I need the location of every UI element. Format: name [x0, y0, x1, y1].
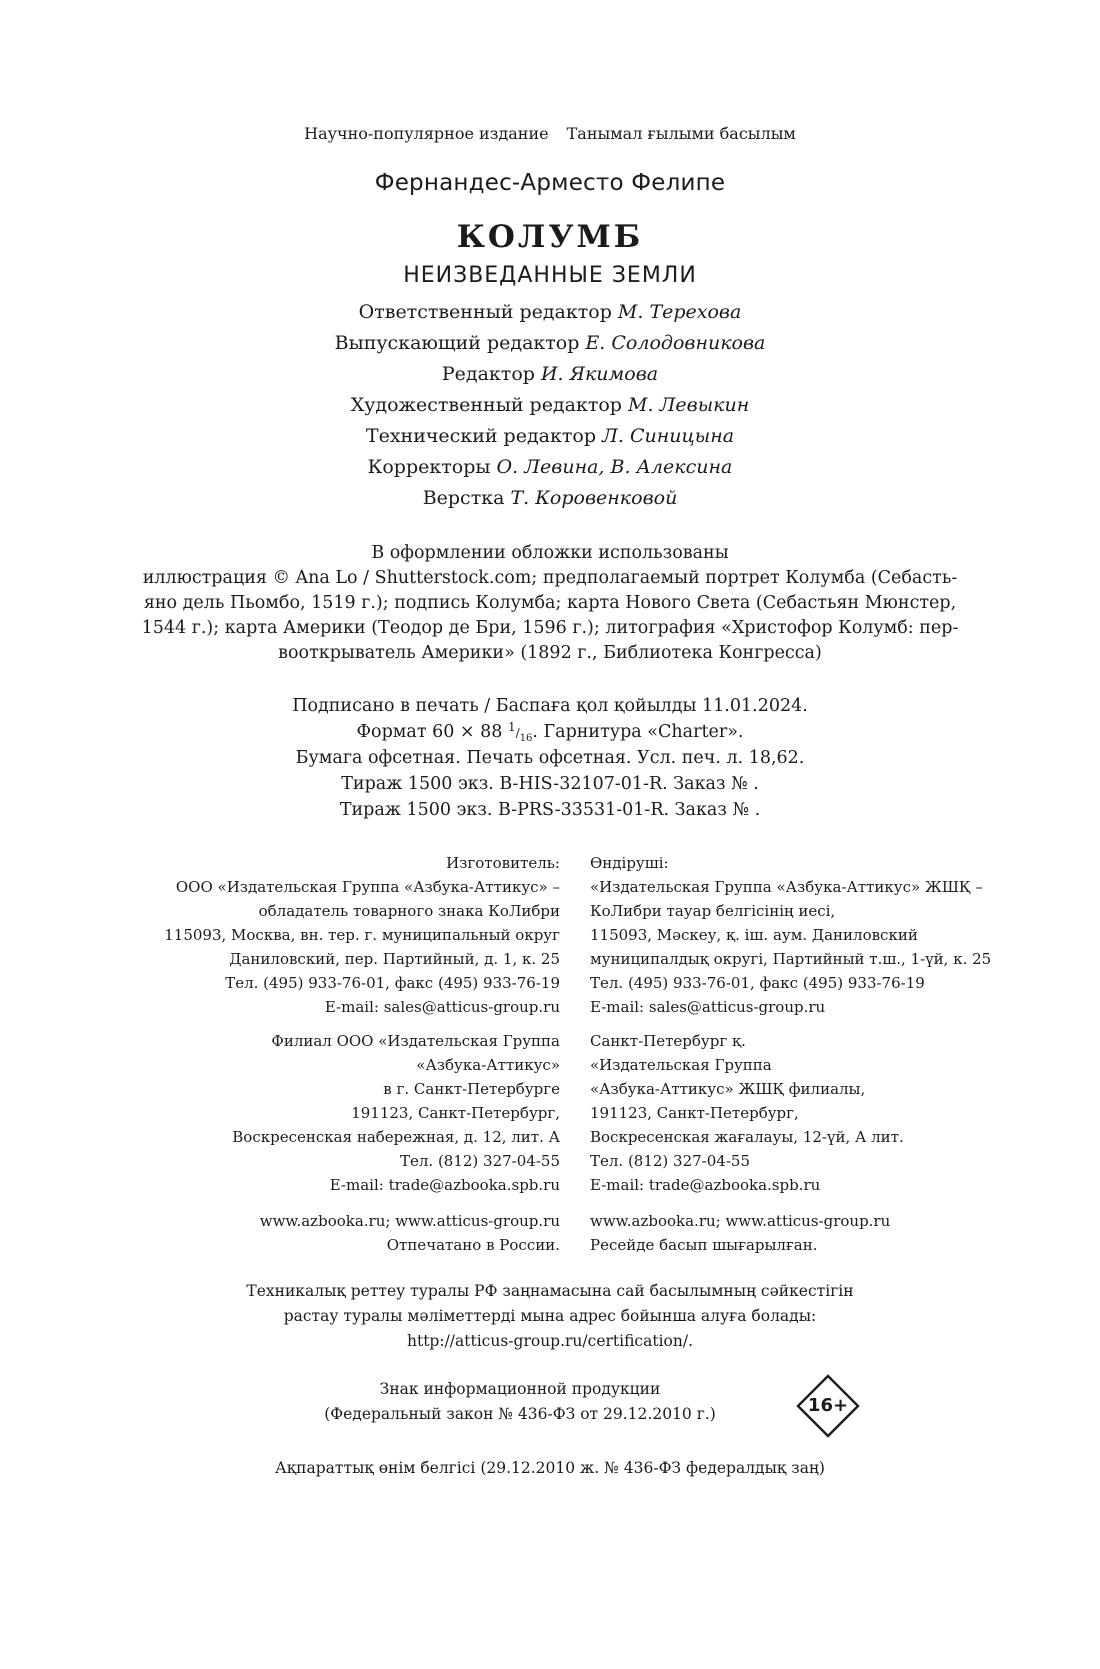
manufacturer-ru-line: Изготовитель: — [446, 854, 560, 872]
staff-name: И. Якимова — [540, 363, 659, 385]
staff-line — [0, 363, 1100, 385]
staff-role: Художественный редактор — [350, 394, 622, 416]
staff-role: Корректоры — [367, 456, 491, 478]
branch-ru-line: Воскресенская набережная, д. 12, лит. А — [232, 1128, 560, 1146]
staff-name: М. Терехова — [617, 301, 742, 323]
printed-in-kz: Ресейде басып шығарылған. — [590, 1236, 818, 1254]
website-links-ru: www.azbooka.ru; www.atticus-group.ru — [259, 1212, 560, 1230]
certification-line: Техникалық реттеу туралы РФ заңнамасына сай басылымның сәйкестігін — [246, 1282, 854, 1300]
cover-credit-line: вооткрыватель Америки» (1892 г., Библиотека Конгресса) — [278, 643, 822, 663]
staff-line — [0, 301, 1100, 323]
edition-type-ru: Научно-популярное издание — [304, 124, 549, 143]
age-rating-text: 16+ — [807, 1395, 849, 1416]
manufacturer-ru-line: Тел. (495) 933-76-01, факс (495) 933-76-19 — [225, 974, 560, 992]
branch-ru-line: Филиал ООО «Издательская Группа — [271, 1032, 560, 1050]
staff-name: Т. Коровенковой — [510, 487, 678, 509]
edition-type — [0, 124, 1100, 143]
print-paper: Бумага офсетная. Печать офсетная. Усл. печ. л. 18,62. — [295, 748, 805, 768]
staff-name: Л. Синицына — [602, 425, 735, 447]
staff-role: Ответственный редактор — [358, 301, 612, 323]
staff-name: Е. Солодовникова — [585, 332, 766, 354]
branch-kz-line: «Издательская Группа — [590, 1056, 772, 1074]
info-sign-law: (Федеральный закон № 436-ФЗ от 29.12.2010 г.) — [324, 1405, 716, 1423]
branch-kz-line: Воскресенская жағалауы, 12-үй, А лит. — [590, 1128, 904, 1146]
branch-ru-line: 191123, Санкт-Петербург, — [351, 1104, 560, 1122]
certification-line: растау туралы мәліметтерді мына адрес бойынша алуға болады: — [283, 1307, 817, 1325]
staff-role: Верстка — [422, 487, 505, 509]
branch-ru-line: в г. Санкт-Петербурге — [383, 1080, 560, 1098]
format-prefix: Формат 60 × 88 — [356, 722, 503, 742]
cover-credit-line: яно дель Пьомбо, 1519 г.); подпись Колумба; карта Нового Света (Себастьян Мюнстер, — [143, 593, 957, 613]
staff-line — [0, 456, 1100, 478]
author-name: Фернандес-Арместо Фелипе — [374, 170, 726, 196]
book-title: КОЛУМБ — [456, 219, 644, 255]
manufacturer-ru-line: Даниловский, пер. Партийный, д. 1, к. 25 — [229, 950, 560, 968]
print-run-prs: Тираж 1500 экз. B-PRS-33531-01-R. Заказ № . — [339, 800, 761, 820]
print-signed: Подписано в печать / Баспаға қол қойылды 11.01.2024. — [292, 696, 808, 716]
manufacturer-kz-line: КоЛибри тауар белгісінің иесі, — [590, 902, 836, 920]
staff-line — [0, 487, 1100, 509]
branch-kz-line: 191123, Санкт-Петербург, — [590, 1104, 799, 1122]
age-rating-badge — [796, 1374, 860, 1438]
cover-credit-line: В оформлении обложки использованы — [371, 543, 729, 563]
branch-kz-line: «Азбука-Аттикус» ЖШҚ филиалы, — [590, 1080, 866, 1098]
staff-line — [0, 332, 1100, 354]
manufacturer-kz-line: Өндіруші: — [590, 854, 669, 872]
branch-kz-email: E-mail: trade@azbooka.spb.ru — [590, 1176, 821, 1194]
manufacturer-ru-line: 115093, Москва, вн. тер. г. муниципальный округ — [164, 926, 560, 944]
printed-in-ru: Отпечатано в России. — [386, 1236, 560, 1254]
staff-role: Выпускающий редактор — [334, 332, 580, 354]
manufacturer-ru-line: ООО «Издательская Группа «Азбука-Аттикус» – — [175, 878, 560, 896]
manufacturer-kz-email: E-mail: sales@atticus-group.ru — [590, 998, 826, 1016]
staff-line — [0, 425, 1100, 447]
staff-role: Технический редактор — [365, 425, 596, 447]
info-sign-label: Знак информационной продукции — [379, 1380, 661, 1398]
manufacturer-ru-line: обладатель товарного знака КоЛибри — [258, 902, 560, 920]
print-run-his: Тираж 1500 экз. B-HIS-32107-01-R. Заказ № . — [341, 774, 759, 794]
print-format — [0, 722, 1100, 742]
website-links-kz: www.azbooka.ru; www.atticus-group.ru — [590, 1212, 891, 1230]
format-fraction: $1/_{16}$ — [508, 720, 533, 744]
staff-role: Редактор — [441, 363, 535, 385]
branch-kz-line: Санкт-Петербург қ. — [590, 1032, 746, 1050]
manufacturer-kz-line: «Издательская Группа «Азбука-Аттикус» ЖШҚ – — [590, 878, 983, 896]
book-subtitle: НЕИЗВЕДАННЫЕ ЗЕМЛИ — [403, 263, 697, 288]
manufacturer-kz-line: 115093, Мәскеу, қ. іш. аум. Даниловский — [590, 926, 918, 944]
manufacturer-ru-email: E-mail: sales@atticus-group.ru — [324, 998, 560, 1016]
manufacturer-kz-line: Тел. (495) 933-76-01, факс (495) 933-76-19 — [590, 974, 925, 992]
branch-kz-line: Тел. (812) 327-04-55 — [590, 1152, 750, 1170]
info-sign-kz: Ақпараттық өнім белгісі (29.12.2010 ж. № 436-ФЗ федералдық заң) — [275, 1459, 825, 1477]
cover-credit-line: 1544 г.); карта Америки (Теодор де Бри, 1596 г.); литография «Христофор Колумб: пер- — [141, 618, 959, 638]
staff-line — [0, 394, 1100, 416]
format-suffix: . Гарнитура «Charter». — [532, 722, 744, 742]
branch-ru-line: «Азбука-Аттикус» — [416, 1056, 560, 1074]
branch-ru-line: Тел. (812) 327-04-55 — [400, 1152, 560, 1170]
cover-credit-line: иллюстрация © Ana Lo / Shutterstock.com; предполагаемый портрет Колумба (Себасть- — [142, 568, 958, 588]
branch-ru-email: E-mail: trade@azbooka.spb.ru — [329, 1176, 560, 1194]
manufacturer-kz-line: муниципалдық округі, Партийный т.ш., 1-үй, к. 25 — [590, 950, 992, 968]
certification-url: http://atticus-group.ru/certification/. — [406, 1332, 693, 1350]
edition-type-kz: Танымал ғылыми басылым — [566, 124, 796, 143]
staff-name: М. Левыкин — [628, 394, 750, 416]
staff-name: О. Левина, В. Алексина — [496, 456, 733, 478]
